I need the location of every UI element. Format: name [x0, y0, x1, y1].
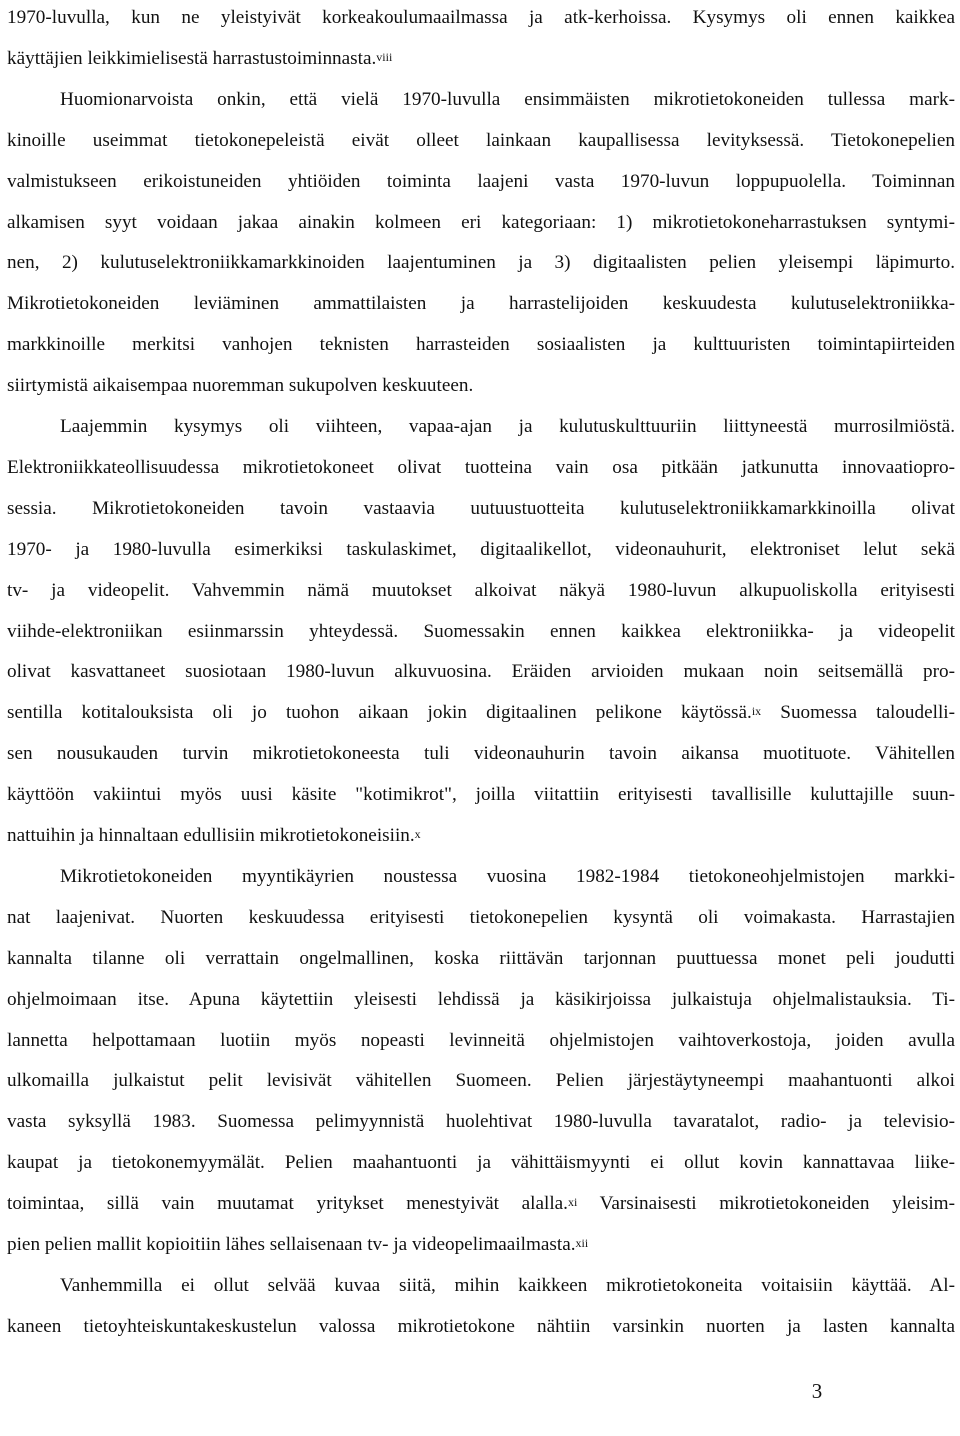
line-text: kannalta tilanne oli verrattain ongelmallinen, koska riittävän tarjonnan puuttuessa monet peli joudutti	[7, 947, 955, 969]
line-text: lannetta helpottamaan luotiin myös nopeasti levinneitä ohjelmistojen vaihtoverkostoja, joiden avulla	[7, 1029, 955, 1051]
footnote-marker: x	[414, 827, 421, 841]
text-line	[7, 701, 955, 725]
text-line	[7, 660, 955, 684]
text-line	[7, 211, 955, 235]
text-line	[7, 1315, 955, 1339]
text-line	[7, 47, 955, 71]
line-text: Vanhemmilla ei ollut selvää kuvaa siitä, mihin kaikkeen mikrotietokoneita voitaisiin käyttää. Al-	[60, 1274, 955, 1296]
footnote-marker: xi	[567, 1195, 578, 1210]
text-line	[7, 1069, 955, 1093]
line-text: nat laajenivat. Nuorten keskuudessa erityisesti tietokonepelien kysyntä oli voimakasta. Harrastajien	[7, 906, 955, 928]
line-text: viihde-elektroniikan esiinmarssin yhteydessä. Suomessakin ennen kaikkea elektroniikka- ja videopelit	[7, 620, 955, 642]
line-text: sen nousukauden turvin mikrotietokoneesta tuli videonauhurin tavoin aikansa muotituote. Vähitellen	[7, 743, 955, 765]
text-line	[7, 129, 955, 153]
line-text: olivat kasvattaneet suosiotaan 1980-luvun alkuvuosina. Eräiden arvioiden mukaan noin seitsemällä pro-	[7, 661, 955, 683]
text-line	[7, 1029, 955, 1053]
page-number: 3	[811, 1379, 823, 1403]
line-text: toimintaa, sillä vain muutamat yritykset menestyivät alalla.	[7, 1193, 568, 1215]
text-line	[7, 292, 955, 316]
line-text: pien pelien mallit kopioitiin lähes sellaisenaan tv- ja videopelimaailmasta.	[7, 1234, 576, 1255]
line-text: Huomionarvoista onkin, että vielä 1970-luvulla ensimmäisten mikrotietokoneiden tullessa mark-	[60, 88, 955, 110]
line-text: markkinoille merkitsi vanhojen teknisten harrasteiden sosiaalisten ja kulttuuristen toimintapiirteiden	[7, 334, 955, 356]
line-text: sentilla kotitalouksista oli jo tuohon aikaan jokin digitaalinen pelikone käytössä.	[7, 702, 752, 724]
text-line	[7, 988, 955, 1012]
line-text-continued: Varsinaisesti mikrotietokoneiden yleisim-	[577, 1193, 955, 1215]
text-line	[7, 1192, 955, 1216]
line-text: Elektroniikkateollisuudessa mikrotietokoneet olivat tuotteina vain osa pitkään jatkunutta innovaatiopro-	[7, 456, 955, 478]
line-text: kaupat ja tietokonemyymälät. Pelien maahantuonti ja vähittäismyynti ei ollut kovin kannattavaa liike-	[7, 1152, 955, 1174]
line-text: käyttöön vakiintui myös uusi käsite "kotimikrot", joilla viitattiin erityisesti tavallisille kuluttajille suun-	[7, 784, 955, 806]
text-line	[7, 579, 955, 603]
line-text: kaneen tietoyhteiskuntakeskustelun valossa mikrotietokone nähtiin varsinkin nuorten ja lasten kannalta	[7, 1315, 955, 1337]
text-line	[7, 333, 955, 357]
line-text: käyttäjien leikkimielisestä harrastustoiminnasta.	[7, 47, 377, 69]
line-text: Laajemmin kysymys oli viihteen, vapaa-ajan ja kulutuskulttuuriin liittyneestä murrosilmiöstä.	[60, 416, 955, 437]
line-text: Mikrotietokoneiden myyntikäyrien noustessa vuosina 1982-1984 tietokoneohjelmistojen markki-	[60, 865, 955, 887]
text-line	[7, 620, 955, 644]
line-text: 1970- ja 1980-luvulla esimerkiksi taskulaskimet, digitaalikellot, videonauhurit, elektroniset lelut sekä	[7, 538, 955, 560]
text-line	[7, 251, 955, 275]
line-text: sessia. Mikrotietokoneiden tavoin vastaavia uutuustuotteita kulutuselektroniikkamarkkinoilla olivat	[7, 497, 955, 519]
text-line	[7, 783, 955, 807]
text-line	[60, 1274, 955, 1298]
line-text: nen, 2) kulutuselektroniikkamarkkinoiden laajentuminen ja 3) digitaalisten pelien yleisempi läpimurto.	[7, 252, 955, 274]
line-text: alkamisen syyt voidaan jakaa ainakin kolmeen eri kategoriaan: 1) mikrotietokoneharrastuksen syntymi-	[7, 211, 955, 233]
line-text: ohjelmoimaan itse. Apuna käytettiin yleisesti lehdissä ja käsikirjoissa julkaistuja ohjelmalistauksia. Ti-	[7, 988, 955, 1010]
text-line	[7, 497, 955, 521]
line-text: 1970-luvulla, kun ne yleistyivät korkeakoulumaailmassa ja atk-kerhoissa. Kysymys oli ennen kaikkea	[7, 7, 955, 28]
text-line	[7, 742, 955, 766]
line-text: siirtymistä aikaisempaa nuoremman sukupolven keskuuteen.	[7, 375, 474, 397]
footnote-marker: xii	[575, 1236, 589, 1250]
text-line	[60, 415, 955, 439]
text-line	[7, 538, 955, 562]
line-text: ulkomailla julkaistut pelit levisivät vähitellen Suomeen. Pelien järjestäytyneempi maahantuonti alkoi	[7, 1070, 955, 1092]
text-line	[7, 1151, 955, 1175]
text-line	[7, 906, 955, 930]
footnote-marker: ix	[751, 704, 762, 719]
text-line	[60, 865, 955, 889]
line-text: valmistukseen erikoistuneiden yhtiöiden toiminta laajeni vasta 1970-luvun loppupuolella. Toiminnan	[7, 170, 955, 192]
line-text: vasta syksyllä 1983. Suomessa pelimyynnistä huolehtivat 1980-luvulla tavaratalot, radio- ja televisio-	[7, 1111, 955, 1133]
footnote-marker: viii	[376, 49, 393, 64]
line-text: kinoille useimmat tietokonepeleistä eivät olleet lainkaan kaupallisessa levityksessä. Tietokonepelien	[7, 129, 955, 151]
line-text: nattuihin ja hinnaltaan edullisiin mikrotietokoneisiin.	[7, 825, 415, 846]
text-line	[7, 170, 955, 194]
line-text: tv- ja videopelit. Vahvemmin nämä muutokset alkoivat näkyä 1980-luvun alkupuoliskolla erityisesti	[7, 579, 955, 601]
text-line	[7, 824, 955, 848]
text-line	[7, 6, 955, 30]
line-text: Mikrotietokoneiden leviäminen ammattilaisten ja harrastelijoiden keskuudesta kulutuselektroniikka-	[7, 293, 955, 315]
text-line	[7, 456, 955, 480]
text-line	[7, 947, 955, 971]
text-line	[60, 88, 955, 112]
text-line	[7, 1110, 955, 1134]
text-line	[7, 374, 955, 398]
text-line	[7, 1233, 955, 1257]
line-text-continued: Suomessa taloudelli-	[761, 702, 955, 724]
